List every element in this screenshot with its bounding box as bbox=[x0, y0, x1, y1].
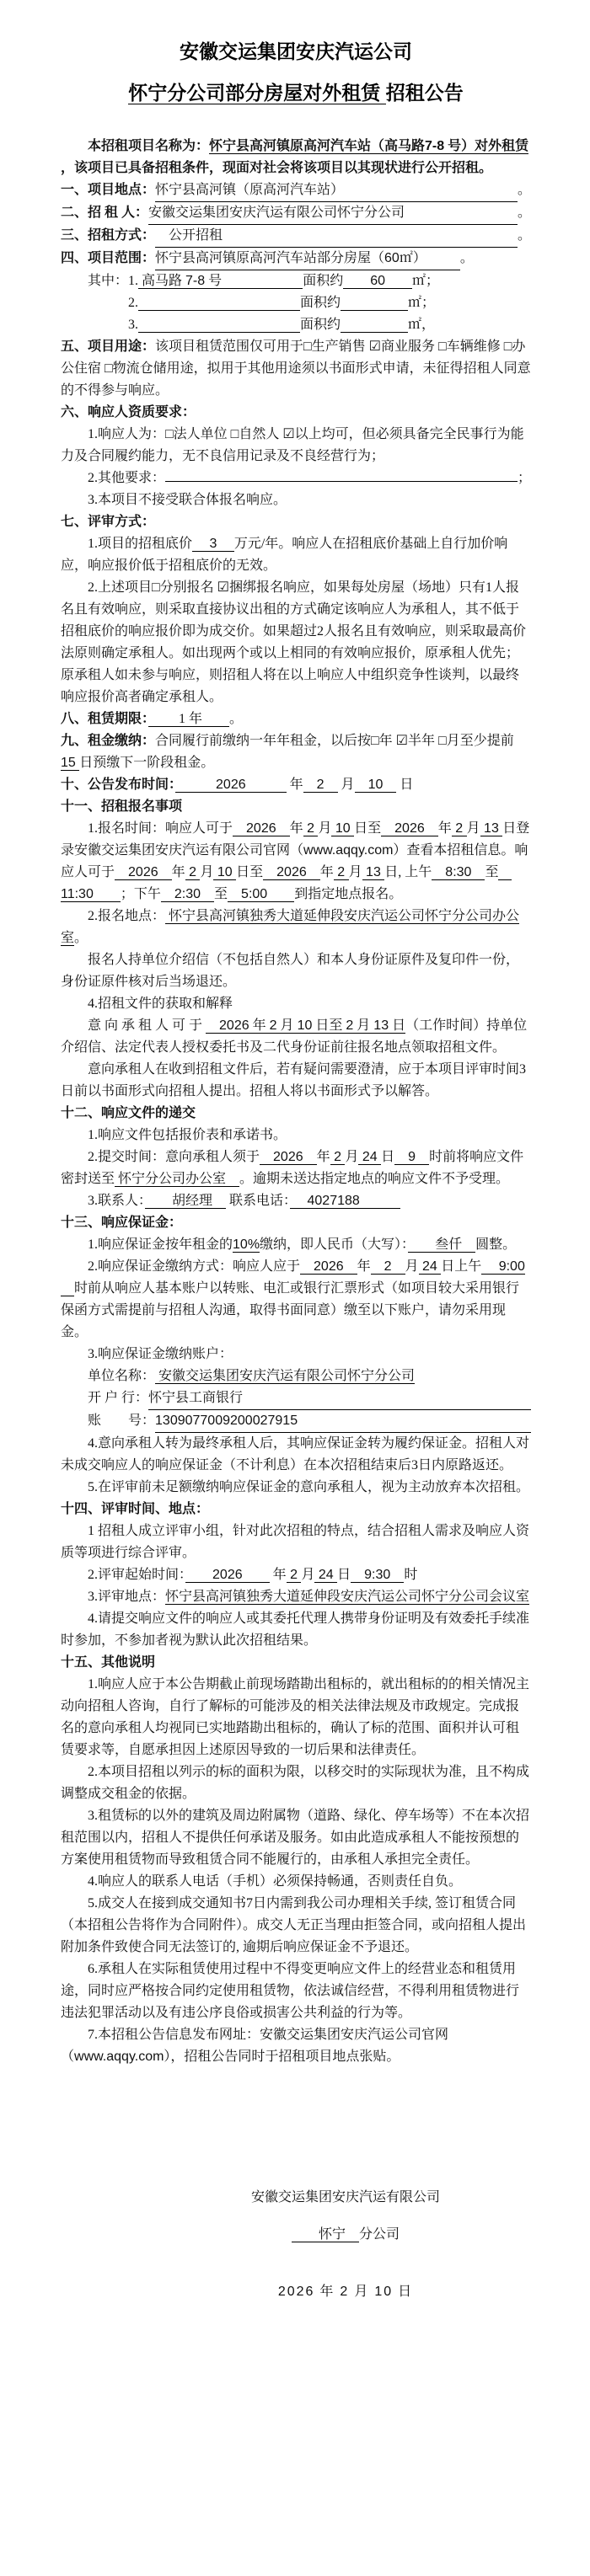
heading-registration bbox=[61, 796, 531, 818]
signature-block bbox=[251, 2179, 440, 2311]
text-segment: 月 bbox=[349, 2285, 375, 2299]
text-segment: 年 bbox=[289, 821, 303, 836]
text-segment: 月 bbox=[200, 865, 214, 879]
text-segment: 。 bbox=[517, 183, 531, 197]
text-segment: 十二、响应文件的递交 bbox=[61, 1106, 196, 1120]
text-segment: 2026 bbox=[277, 2285, 315, 2299]
text-segment: 六、响应人资质要求： bbox=[61, 405, 196, 420]
text-segment: 1.响应文件包括报价表和承诺书。 bbox=[88, 1128, 287, 1142]
text-segment: 10 bbox=[331, 821, 355, 836]
text-segment: 十三、响应保证金： bbox=[61, 1216, 183, 1230]
text-segment: 2.响应保证金缴纳方式：响应人应于 bbox=[88, 1259, 301, 1274]
text-segment: 2 bbox=[370, 1259, 405, 1274]
text-segment: 怀宁县高河镇原高河汽车站部分房屋（ bbox=[155, 248, 384, 270]
text-segment: 8:30 bbox=[432, 865, 485, 879]
text-segment: 月 bbox=[466, 821, 480, 836]
text-segment: 2. bbox=[128, 296, 138, 310]
text-segment: 15 bbox=[61, 756, 80, 770]
text-segment: 胡经理 bbox=[145, 1194, 227, 1208]
text-segment: 其中：1. bbox=[88, 274, 139, 288]
text-segment: ㎡； bbox=[412, 274, 440, 288]
signature-company: 安徽交运集团安庆汽运有限公司 bbox=[250, 2190, 440, 2205]
text-segment: 。逾期未送达指定地点的响应文件不予受理。 bbox=[239, 1172, 510, 1186]
text-segment: 开 户 行： bbox=[88, 1391, 149, 1405]
text-segment: （工作时间）持单位介绍信、法定代表人授权委托书及二代身份证前往报名地点领取招租文件。 bbox=[61, 1018, 528, 1055]
text-segment: 怀宁县工商银行 bbox=[148, 1387, 531, 1410]
text-segment: 3. bbox=[128, 318, 138, 332]
text-segment: 2.本项目招租以列示的标的面积为限，以移交时的实际现状为准，且不构成调整成交租金的依据。 bbox=[61, 1765, 530, 1801]
text-segment: 2026 bbox=[219, 1018, 249, 1033]
text-segment: 2026 bbox=[185, 1568, 270, 1582]
text-segment: 2026 bbox=[263, 865, 320, 879]
text-segment: 9:00 bbox=[61, 1259, 525, 1296]
text-segment: 2.报名地点： bbox=[88, 909, 166, 923]
text-segment: 万元/年。响应人在招租底价基础上自行加价响应，响应报价低于招租底价的无效。 bbox=[61, 537, 508, 573]
text-segment: 月 bbox=[301, 1568, 315, 1582]
text-segment: 。 bbox=[229, 712, 244, 726]
registration-materials bbox=[61, 949, 531, 993]
text-segment: 9:30 bbox=[351, 1568, 405, 1582]
text-segment: 2 bbox=[333, 865, 349, 879]
text-segment: 2 bbox=[340, 2285, 350, 2299]
text-segment: 2026 bbox=[381, 821, 438, 836]
text-segment: 日至 bbox=[312, 1018, 346, 1033]
text-segment bbox=[138, 318, 300, 333]
text-segment: 日上午 bbox=[441, 1259, 482, 1274]
text-segment: 年 bbox=[437, 821, 452, 836]
text-segment: 2 bbox=[330, 1150, 346, 1164]
text-segment: 月 bbox=[405, 1259, 419, 1274]
intro-paragraph bbox=[61, 136, 531, 179]
text-segment: 24 bbox=[418, 1259, 442, 1274]
text-segment: 2026 bbox=[233, 821, 290, 836]
note-usage-restriction bbox=[61, 1959, 531, 2024]
text-segment: 。 bbox=[517, 206, 531, 220]
text-segment: 月 bbox=[337, 778, 355, 792]
heading-deposit bbox=[61, 1212, 531, 1234]
text-segment: 7-8 bbox=[425, 139, 445, 153]
item-announce-date bbox=[61, 774, 531, 796]
text-segment bbox=[341, 296, 408, 311]
text-segment: 5:00 bbox=[228, 887, 295, 901]
text-segment: 一、项目地点： bbox=[61, 183, 156, 197]
response-contents bbox=[61, 1125, 531, 1146]
deposit-account-number bbox=[61, 1410, 531, 1433]
text-segment: 面积约 bbox=[303, 274, 344, 288]
text-segment: 十一、招租报名事项 bbox=[61, 799, 183, 814]
text-segment: 月 bbox=[276, 1018, 298, 1033]
text-segment: 1.响应保证金按年租金的 bbox=[88, 1237, 233, 1252]
text-segment: 年 bbox=[319, 865, 334, 879]
note-surroundings bbox=[61, 1805, 531, 1871]
text-segment: 13 bbox=[480, 821, 503, 836]
response-contact bbox=[61, 1190, 531, 1212]
text-segment: 月 bbox=[318, 821, 332, 836]
heading-review-method bbox=[61, 511, 531, 533]
text-segment: 日 bbox=[393, 2285, 414, 2299]
text-segment: 叁仟 bbox=[408, 1237, 476, 1252]
item-lessor bbox=[61, 202, 531, 225]
text-segment: 3 bbox=[192, 537, 234, 551]
text-segment: 该项目租赁范围仅可用于□生产销售 ☑商业服务 □车辆维修 □办公住宿 □物流仓储用途，拟用于其他用途须以书面形式申请，未征得招租人同意的不得参与响应。 bbox=[61, 339, 531, 398]
text-segment: 怀宁县高河镇独秀大道延伸段安庆汽运公司怀宁分公司办公室 bbox=[61, 909, 520, 945]
text-segment: 至 bbox=[485, 865, 499, 879]
text-segment: 10 bbox=[213, 865, 237, 879]
text-segment: 9 bbox=[394, 1150, 430, 1164]
review-base-price bbox=[61, 533, 531, 577]
text-segment: ）查看本招租信息。响应人可于 bbox=[61, 843, 528, 879]
text-segment: 号）对外租赁 bbox=[444, 139, 529, 153]
text-segment: 10 bbox=[297, 1018, 313, 1033]
text-segment: ㎡） bbox=[400, 248, 460, 270]
text-segment: 2 bbox=[346, 1018, 354, 1033]
text-segment: 五、项目用途： bbox=[61, 339, 156, 354]
text-segment: 时 bbox=[404, 1568, 418, 1582]
text-segment: 4.响应人的联系人电话（手机）必须保持畅通，否则责任自负。 bbox=[88, 1874, 463, 1889]
item-project-location bbox=[61, 179, 531, 202]
text-segment bbox=[165, 481, 518, 482]
text-segment: 八、租赁期限： bbox=[61, 712, 149, 726]
item-lease-term bbox=[61, 708, 531, 730]
deposit-forfeit bbox=[61, 1477, 531, 1499]
text-segment: 安徽交运集团安庆汽运有限公司怀宁分公司 bbox=[148, 202, 518, 225]
response-deadline bbox=[61, 1146, 531, 1190]
text-segment: 10 bbox=[354, 778, 397, 792]
text-segment: 1309077009200027915 bbox=[155, 1410, 531, 1433]
text-segment: 10% bbox=[233, 1237, 260, 1252]
text-segment: 到指定地点报名。 bbox=[294, 887, 403, 901]
text-segment: 怀宁县高河镇（原高河汽车站） bbox=[155, 179, 518, 202]
text-segment: 缴纳，即人民币（大写）： bbox=[260, 1237, 409, 1252]
text-segment: 13 bbox=[362, 865, 385, 879]
text-segment: 2026 bbox=[175, 778, 287, 792]
text-segment: 24 bbox=[314, 1568, 338, 1582]
text-segment: 4.请提交响应文件的响应人或其委托代理人携带身份证明及有效委托手续准时参加，不参加者视为默认此次招租结果。 bbox=[61, 1611, 530, 1648]
note-area-limit bbox=[61, 1761, 531, 1805]
text-segment: 7-8 bbox=[185, 274, 206, 288]
review-attendance bbox=[61, 1608, 531, 1652]
text-segment: 怀宁县高河镇独秀大道延伸段安庆汽运公司怀宁分公司会议室 bbox=[165, 1590, 530, 1604]
text-segment bbox=[343, 274, 370, 289]
text-segment: 月 bbox=[353, 1018, 374, 1033]
text-segment: 3.响应保证金缴纳账户： bbox=[88, 1347, 233, 1361]
note-site-survey bbox=[61, 1674, 531, 1761]
doc-obtain-heading bbox=[61, 993, 531, 1015]
text-segment: 24 bbox=[358, 1150, 382, 1164]
text-segment: 意 向 承 租 人 可 于 bbox=[88, 1018, 206, 1033]
deposit-conversion bbox=[61, 1433, 531, 1477]
text-segment: 2 bbox=[286, 1568, 302, 1582]
text-segment: 1.响应人应于本公告期截止前现场踏勘出租标的，就出租标的的相关情况主动向招租人咨询，自行了解标的可能涉及的相关法律法规及市政规定。完成报名的意向承租人均视同已实地踏勘出租标的，确认了标的范围、面积并认可租赁要求等，自愿承担因上述原因导致的一切后果和法律责任。 bbox=[61, 1677, 530, 1757]
text-segment: 高马路 bbox=[138, 274, 186, 288]
text-segment: 4.意向承租人转为最终承租人后，其响应保证金转为履约保证金。招租人对未成交响应人的响应保证金（不计利息）在本次招租结束后3日内原路返还。 bbox=[61, 1436, 530, 1472]
text-segment: 日 bbox=[381, 1150, 395, 1164]
text-segment: 二、招 租 人： bbox=[61, 206, 149, 220]
text-segment: 本招租项目名称为： bbox=[88, 139, 210, 153]
heading-other-notes bbox=[61, 1652, 531, 1674]
text-segment: 日至 bbox=[354, 821, 382, 836]
text-segment: 2 bbox=[303, 778, 338, 792]
item-project-use bbox=[61, 336, 531, 402]
text-segment: 2.评审起始时间： bbox=[88, 1568, 186, 1582]
doc-obtain-time bbox=[61, 1015, 531, 1059]
text-segment: 7.本招租公告信息发布网址：安徽交运集团安庆汽运公司官网（ bbox=[61, 2028, 449, 2064]
review-panel bbox=[61, 1520, 531, 1564]
qualification-2-other bbox=[61, 468, 531, 489]
text-segment: 3.联系人： bbox=[88, 1194, 146, 1208]
deposit-account-heading bbox=[61, 1344, 531, 1365]
text-segment: 5.成交人在接到成交通知书7日内需到我公司办理相关手续, 签订租赁合同（本招租公告将作为合同附件）。成交人无正当理由拒签合同，或向招租人提出附加条件致使合同无法签订的, 逾期后响应保证金不予退还。 bbox=[61, 1896, 527, 1954]
text-segment: 2.提交时间：意向承租人须于 bbox=[88, 1150, 260, 1164]
text-segment: 至 bbox=[214, 887, 228, 901]
text-segment: 月 bbox=[345, 1150, 359, 1164]
text-segment: 1 招租人成立评审小组，针对此次招租的特点，结合招租人需求及响应人资质等项进行综合评审。 bbox=[61, 1524, 530, 1560]
text-segment: 1.项目的招租底价 bbox=[88, 537, 193, 551]
text-segment: 4.招租文件的获取和解释 bbox=[88, 997, 233, 1011]
text-segment: 日至 bbox=[236, 865, 264, 879]
text-segment: 4027188 bbox=[290, 1194, 400, 1208]
text-segment: 面积约 bbox=[300, 318, 341, 332]
text-segment: ㎡； bbox=[408, 296, 436, 310]
text-segment: 账 号： bbox=[88, 1414, 156, 1428]
signature-branch bbox=[251, 2216, 440, 2253]
item-project-scope bbox=[61, 248, 531, 270]
text-segment: 6.承租人在实际租赁使用过程中不得变更响应文件上的经营业态和租赁用途，同时应严格按合同约定使用租赁物，依法诚信经营，不得利用租赁物进行违法犯罪活动以及有违公序良俗或损害公共利益的行为等。 bbox=[61, 1962, 520, 2020]
note-contract-signing bbox=[61, 1893, 531, 1959]
text-segment: 怀宁分公司办公室 bbox=[115, 1172, 240, 1186]
text-segment: 三、招租方式： bbox=[61, 228, 156, 243]
text-segment: 2 bbox=[269, 1018, 277, 1033]
text-segment: 七、评审方式： bbox=[61, 515, 156, 529]
text-segment: 公开招租 bbox=[155, 225, 518, 248]
note-publish-site bbox=[61, 2024, 531, 2068]
text-segment: 3.本项目不接受联合体报名响应。 bbox=[88, 493, 287, 507]
text-segment: 怀宁 bbox=[291, 2227, 359, 2242]
text-segment: ；下午 bbox=[120, 887, 161, 901]
scope-sub-item-3 bbox=[128, 314, 531, 336]
text-segment: 13 bbox=[373, 1018, 389, 1033]
text-segment: 报名人持单位介绍信（不包括自然人）和本人身份证原件及复印件一份，身份证原件核对后当场退还。 bbox=[61, 953, 520, 989]
text-segment: 十、公告发布时间： bbox=[61, 778, 176, 792]
scope-sub-item-1 bbox=[88, 270, 531, 292]
text-segment: 日预缴下一阶段租金。 bbox=[79, 756, 215, 770]
text-segment: 2.其他要求： bbox=[88, 471, 166, 485]
text-segment: 十五、其他说明 bbox=[61, 1655, 156, 1670]
text-segment: 年 bbox=[357, 1259, 371, 1274]
text-segment: www.aqqy.com bbox=[74, 2050, 164, 2064]
text-segment: 合同履行前缴纳一年年租金，以后按□年 ☑半年 □月至少提前 bbox=[155, 734, 514, 748]
text-segment: 2026 bbox=[260, 1150, 317, 1164]
text-segment: 联系电话： bbox=[226, 1194, 291, 1208]
text-segment bbox=[222, 274, 303, 289]
heading-response-submission bbox=[61, 1103, 531, 1125]
text-segment: 分公司 bbox=[358, 2227, 400, 2242]
text-segment: 十四、评审时间、地点： bbox=[61, 1502, 210, 1516]
text-segment: 日 bbox=[389, 1018, 406, 1033]
text-segment: 1 年 bbox=[148, 712, 230, 726]
deposit-amount bbox=[61, 1234, 531, 1256]
text-segment: www.aqqy.com bbox=[303, 843, 394, 858]
text-segment: 10 bbox=[374, 2285, 394, 2299]
item-lease-method bbox=[61, 225, 531, 248]
text-segment bbox=[138, 296, 300, 311]
text-segment: 60 bbox=[370, 274, 386, 288]
text-segment: 年 bbox=[269, 1568, 287, 1582]
text-segment: 单位名称： bbox=[88, 1369, 156, 1383]
text-segment: 1.报名时间：响应人可于 bbox=[88, 821, 233, 836]
text-segment: 2 bbox=[185, 865, 201, 879]
text-segment: 日登录安徽交运集团安庆汽运有限公司官网（ bbox=[61, 821, 530, 858]
text-segment: 2:30 bbox=[160, 887, 215, 901]
text-segment: 时前从响应人基本账户以转账、电汇或银行汇票形式（如项目较大采用银行保函方式需提前与招租人沟通，取得书面同意）缴至以下账户，请勿采用现金。 bbox=[61, 1281, 520, 1339]
text-segment: 60 bbox=[384, 248, 400, 270]
text-segment: 5.在评审前未足额缴纳响应保证金的意向承租人，视为主动放弃本次招租。 bbox=[88, 1480, 530, 1494]
deposit-account-bank bbox=[61, 1387, 531, 1410]
text-segment: 日 bbox=[396, 778, 414, 792]
text-segment: 2026 bbox=[300, 1259, 357, 1274]
text-segment: 2 bbox=[451, 821, 467, 836]
doc-clarification bbox=[61, 1059, 531, 1103]
text-segment: 面积约 bbox=[300, 296, 341, 310]
signature-date bbox=[251, 2274, 440, 2311]
text-segment: 日 bbox=[337, 1568, 351, 1582]
text-segment: 时前将响应文件密封送至 bbox=[61, 1150, 524, 1186]
text-segment: ； bbox=[517, 471, 531, 485]
text-segment: 。 bbox=[74, 931, 88, 945]
text-segment: 怀宁县高河镇原高河汽车站（高马路 bbox=[209, 139, 426, 153]
text-segment: 月 bbox=[348, 865, 362, 879]
text-segment: ），招租公告同时于招租项目地点张贴。 bbox=[164, 2050, 400, 2064]
text-segment: 3.评审地点： bbox=[88, 1590, 166, 1604]
text-segment: ㎡， bbox=[408, 318, 436, 332]
text-segment: 年 bbox=[249, 1018, 270, 1033]
text-segment: 怀宁分公司部分房屋对外租赁 bbox=[128, 82, 386, 104]
text-segment: 。 bbox=[459, 251, 474, 265]
qualification-1 bbox=[61, 424, 531, 468]
deposit-payment-method bbox=[61, 1256, 531, 1344]
text-segment: 3.租赁标的以外的建筑及周边附属物（道路、绿化、停车场等）不在本次招租范围以内，招租人不提供任何承诺及服务。如由此造成承租人不能按预想的方案使用租赁物而导致租赁合同不能履行的，由承租人承担完全责任。 bbox=[61, 1809, 530, 1867]
text-segment: 九、租金缴纳： bbox=[61, 734, 156, 748]
qualification-3 bbox=[61, 489, 531, 511]
text-segment: 2.上述项目□分别报名 ☑捆绑报名响应，如果每处房屋（场地）只有1人报名且有效响应，则采取直接协议出租的方式确定该响应人为承租人，其不低于招租底价的响应报价即为成交价。如果超过2人报名且有效响应，则采取最高价法原则确定承租人。如出现两个或以上相同的有效响应报价，原承租人优先；原承租人如未参与响应，则招租人将在以上响应人中组织竞争性谈判，以最终响应报价高者确定承租人。 bbox=[61, 580, 527, 704]
text-segment: ，该项目已具备招租条件，现面对社会将该项目以其现状进行公开招租。 bbox=[61, 161, 493, 175]
text-segment: 号 bbox=[205, 274, 223, 288]
company-title: 安徽交运集团安庆汽运公司 bbox=[180, 40, 412, 62]
text-segment: 2026 bbox=[115, 865, 172, 879]
text-segment: 四、项目范围： bbox=[61, 251, 156, 265]
text-segment: 意向承租人在收到招租文件后，若有疑问需要澄清，应于本项目评审时间3日前以书面形式向招租人提出。招租人将以书面形式予以解答。 bbox=[61, 1062, 527, 1098]
text-segment: 年 bbox=[171, 865, 185, 879]
text-segment: 招租公告 bbox=[385, 82, 464, 104]
text-segment bbox=[206, 1018, 219, 1034]
deposit-account-name bbox=[61, 1365, 531, 1387]
text-segment: 年 bbox=[316, 1150, 330, 1164]
review-binding-rule bbox=[61, 577, 531, 708]
registration-time bbox=[61, 818, 531, 906]
scope-sub-item-2 bbox=[128, 292, 531, 314]
text-segment bbox=[385, 274, 412, 289]
text-segment bbox=[341, 318, 408, 333]
heading-qualifications bbox=[61, 402, 531, 424]
text-segment: 1.响应人为：□法人单位 □自然人 ☑以上均可，但必须具备完全民事行为能力及合同履约能力，无不良信用记录及不良经营行为； bbox=[61, 427, 524, 463]
page-title bbox=[61, 78, 531, 107]
text-segment: 2 bbox=[303, 821, 319, 836]
text-segment: 年 bbox=[314, 2285, 341, 2299]
text-segment: 圆整。 bbox=[475, 1237, 517, 1252]
item-rent-payment bbox=[61, 730, 531, 774]
heading-review-time-place bbox=[61, 1499, 531, 1520]
note-phone bbox=[61, 1871, 531, 1893]
text-segment: 安徽交运集团安庆汽运有限公司怀宁分公司 bbox=[155, 1369, 416, 1383]
review-place bbox=[61, 1586, 531, 1608]
text-segment: 日, 上午 bbox=[384, 865, 432, 879]
text-segment: 年 bbox=[286, 778, 303, 792]
text-segment: 。 bbox=[517, 228, 531, 243]
registration-place bbox=[61, 906, 531, 949]
text-segment: 11:30 bbox=[61, 865, 512, 901]
review-start-time bbox=[61, 1564, 531, 1586]
